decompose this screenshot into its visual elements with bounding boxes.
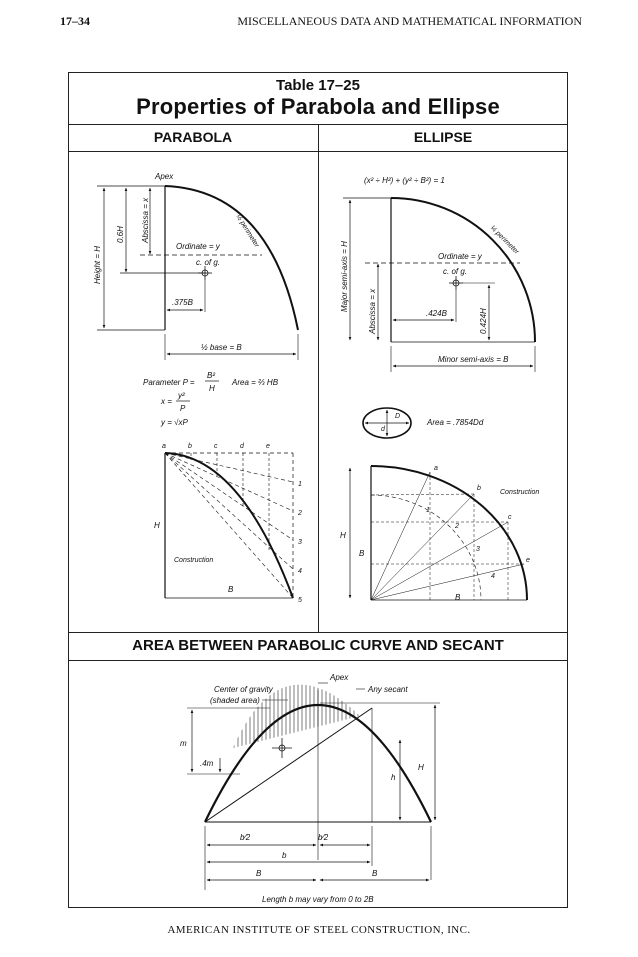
- secant-h: h: [391, 773, 396, 782]
- ec-num-1: 1: [426, 507, 430, 514]
- parabola-ordinate: Ordinate = y: [176, 242, 220, 251]
- parabola-param-label: Parameter P =: [143, 378, 195, 387]
- parabola-param-num: B²: [207, 371, 215, 380]
- section-ellipse: ELLIPSE: [413, 129, 473, 145]
- section-parabola: PARABOLA: [153, 129, 233, 145]
- table-number: Table 17–25: [276, 77, 360, 94]
- parabola-cg: c. of g.: [196, 258, 221, 267]
- parabola-param-den: H: [209, 384, 215, 393]
- pc-letter-e: e: [266, 443, 270, 450]
- pc-letter-a: a: [162, 443, 166, 450]
- ellipse-cg: c. of g.: [443, 267, 468, 276]
- parabola-x-num: y²: [178, 391, 185, 400]
- pc-B: B: [228, 585, 234, 594]
- pc-num-5: 5: [298, 597, 302, 604]
- pc-letter-d: d: [240, 443, 244, 450]
- pc-num-3: 3: [298, 539, 302, 546]
- secant-shaded-label: (shaded area): [210, 696, 260, 705]
- parabola-abscissa: Abscissa = x: [141, 197, 150, 243]
- parabola-x-label: x =: [161, 397, 172, 406]
- parabola-area: Area = ⅔ HB: [232, 378, 279, 387]
- pc-num-2: 2: [298, 510, 302, 517]
- ellipse-major: Major semi-axis = H: [340, 241, 349, 312]
- ellipse-quarter-perimeter: ¼ perimeter: [488, 224, 520, 256]
- parabola-x-den: P: [180, 404, 186, 413]
- parabola-y-eq: y = √xP: [161, 418, 188, 427]
- section-area-secant: AREA BETWEEN PARABOLIC CURVE AND SECANT: [132, 637, 504, 654]
- parabola-diagram: [93, 172, 298, 360]
- ellipse-0424h: 0.424H: [479, 308, 488, 334]
- ellipse-424b: .424B: [426, 309, 447, 318]
- secant-04m: .4m: [200, 759, 214, 768]
- pc-letter-c: c: [214, 443, 218, 450]
- pc-construction-label: Construction: [174, 557, 214, 564]
- ellipse-minor: Minor semi-axis = B: [438, 355, 509, 364]
- ellipse-construction: [340, 465, 539, 602]
- parabola-height: Height = H: [93, 245, 102, 284]
- ellipse-equation: (x² ÷ H²) + (y² ÷ B²) = 1: [364, 176, 445, 185]
- pc-num-1: 1: [298, 481, 302, 488]
- ellipse-area-figure: [363, 408, 484, 438]
- ec-B-bottom: B: [455, 593, 461, 602]
- parabola-apex-label: Apex: [155, 172, 174, 181]
- secant-b-half-right: b⁄2: [318, 833, 329, 842]
- parabola-06h: 0.6H: [116, 226, 125, 243]
- ec-letter-c: c: [508, 514, 512, 521]
- secant-B-left: B: [256, 869, 262, 878]
- ellipse-D: D: [395, 413, 401, 420]
- ec-num-4: 4: [491, 573, 495, 580]
- secant-apex-label: Apex: [330, 673, 349, 682]
- parabola-formulas: [143, 371, 279, 427]
- ec-num-2: 2: [455, 523, 459, 530]
- ec-num-3: 3: [476, 546, 480, 553]
- ellipse-d: d: [381, 426, 385, 433]
- ec-construction-label: Construction: [500, 489, 540, 496]
- secant-B-right: B: [372, 869, 378, 878]
- secant-m: m: [180, 739, 187, 748]
- parabola-half-base: ½ base = B: [201, 343, 242, 352]
- ellipse-area: Area = .7854Dd: [427, 418, 484, 427]
- secant-diagram: [180, 673, 440, 904]
- running-title: MISCELLANEOUS DATA AND MATHEMATICAL INFORMATION: [237, 14, 582, 28]
- ec-H: H: [340, 531, 346, 540]
- secant-cg-label: Center of gravity: [214, 685, 273, 694]
- parabola-375b: .375B: [172, 298, 193, 307]
- pc-H: H: [154, 521, 160, 530]
- parabola-half-perimeter: ½ perimeter: [234, 213, 261, 249]
- table-title: Properties of Parabola and Ellipse: [136, 94, 500, 119]
- parabola-construction: [154, 443, 302, 604]
- page-number: 17–34: [60, 14, 90, 28]
- ec-B-left: B: [359, 549, 365, 558]
- secant-H: H: [418, 763, 424, 772]
- ec-letter-a: a: [434, 465, 438, 472]
- pc-num-4: 4: [298, 568, 302, 575]
- ellipse-abscissa: Abscissa = x: [368, 288, 377, 334]
- ellipse-ordinate: Ordinate = y: [438, 252, 482, 261]
- secant-b-half-left: b⁄2: [240, 833, 251, 842]
- ec-letter-e: e: [526, 557, 530, 564]
- ellipse-diagram: [340, 176, 535, 372]
- secant-note: Length b may vary from 0 to 2B: [262, 895, 374, 904]
- pc-letter-b: b: [188, 443, 192, 450]
- secant-any-label: Any secant: [368, 685, 408, 694]
- footer: AMERICAN INSTITUTE OF STEEL CONSTRUCTION, INC.: [167, 924, 471, 936]
- ec-letter-b: b: [477, 485, 481, 492]
- secant-b: b: [282, 851, 287, 860]
